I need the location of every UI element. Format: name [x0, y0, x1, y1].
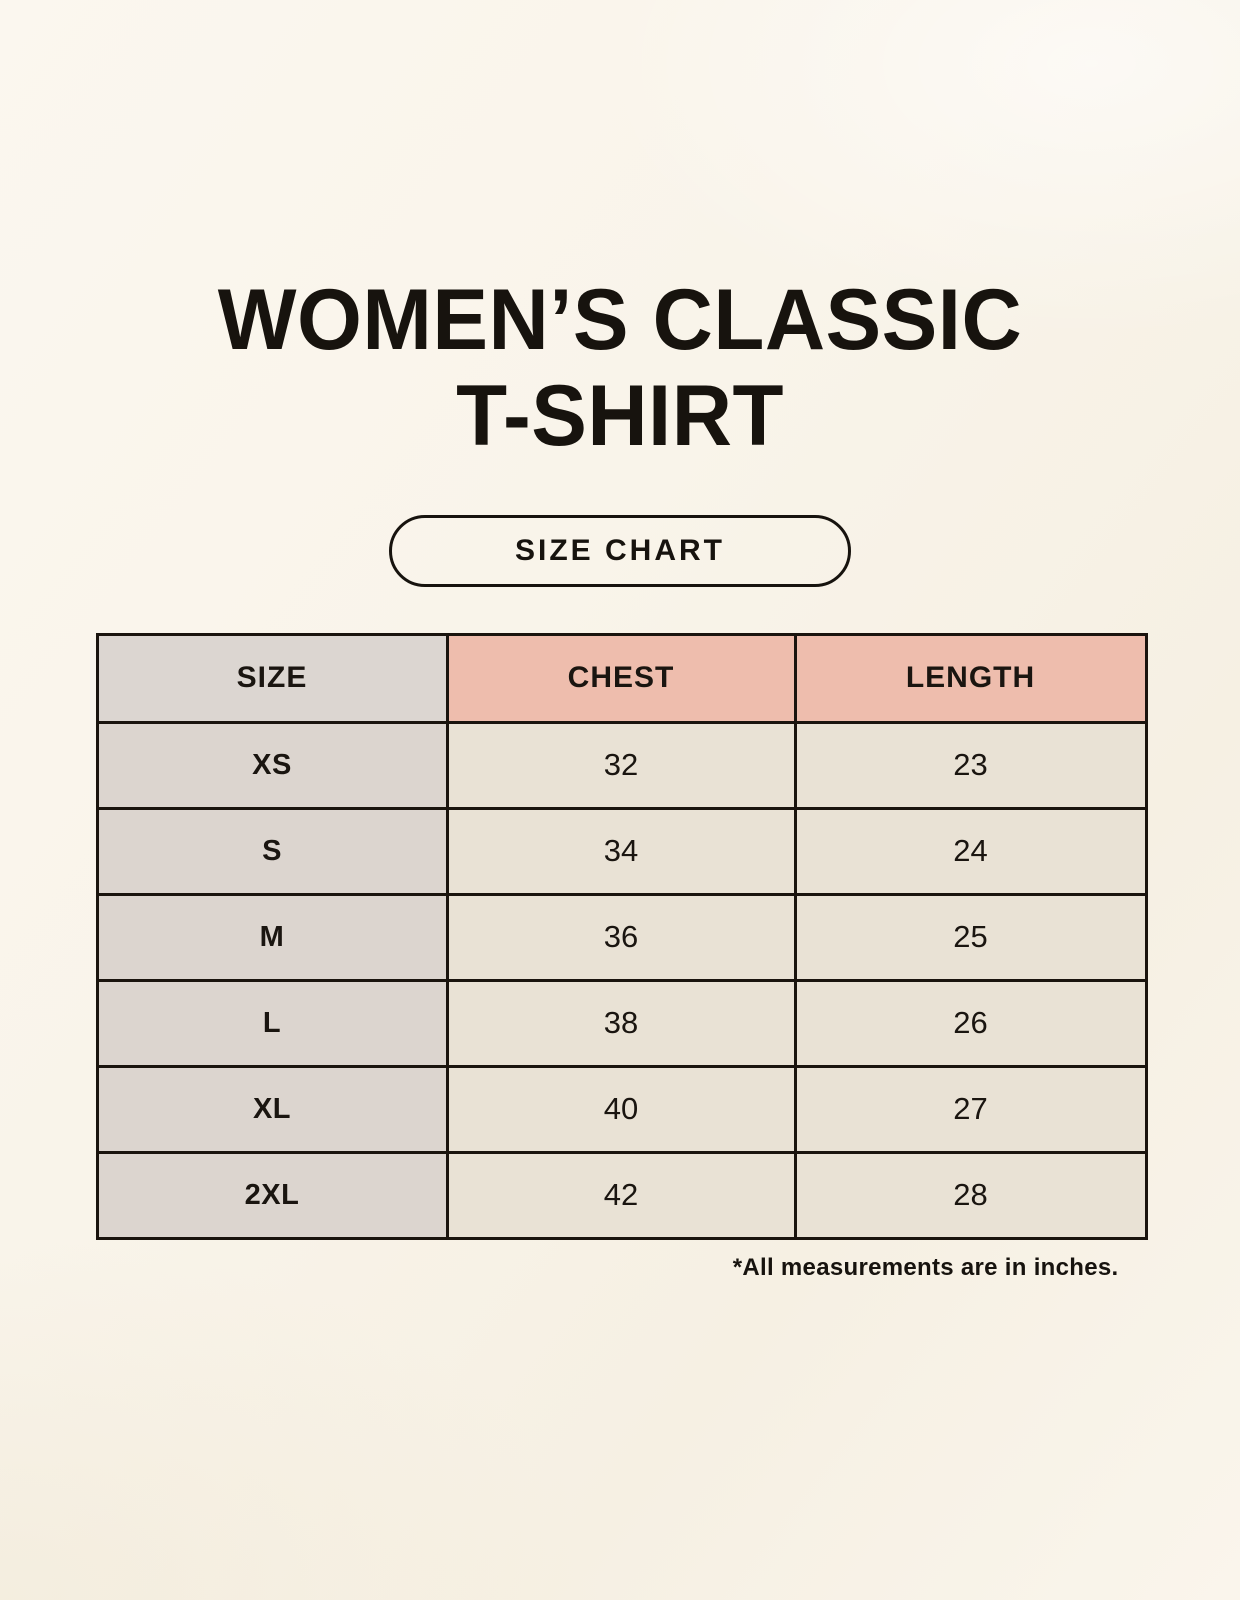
length-cell: 27 — [795, 1066, 1146, 1152]
size-cell: S — [97, 808, 447, 894]
table-row — [97, 808, 1146, 894]
chest-cell: 34 — [447, 808, 795, 894]
chest-cell: 40 — [447, 1066, 795, 1152]
size-chart-table — [96, 633, 1148, 1240]
column-header-size: SIZE — [97, 634, 447, 722]
badge-container — [0, 515, 1240, 587]
size-cell: XL — [97, 1066, 447, 1152]
page-title — [0, 272, 1240, 465]
page-title-line1: WOMEN’S CLASSIC — [217, 272, 1023, 368]
size-cell: XS — [97, 722, 447, 808]
table-row — [97, 980, 1146, 1066]
chest-cell: 32 — [447, 722, 795, 808]
column-header-chest: CHEST — [447, 634, 795, 722]
chest-cell: 42 — [447, 1152, 795, 1238]
size-cell: L — [97, 980, 447, 1066]
measurements-footnote: *All measurements are in inches. — [732, 1253, 1119, 1281]
size-table-container — [96, 633, 1145, 1282]
table-row — [97, 1066, 1146, 1152]
size-cell: 2XL — [97, 1152, 447, 1238]
table-header-row — [97, 634, 1146, 722]
size-cell: M — [97, 894, 447, 980]
length-cell: 25 — [795, 894, 1146, 980]
chest-cell: 36 — [447, 894, 795, 980]
table-row — [97, 722, 1146, 808]
chest-cell: 38 — [447, 980, 795, 1066]
length-cell: 24 — [795, 808, 1146, 894]
column-header-length: LENGTH — [795, 634, 1146, 722]
table-row — [97, 1152, 1146, 1238]
length-cell: 26 — [795, 980, 1146, 1066]
table-row — [97, 894, 1146, 980]
size-chart-badge[interactable]: SIZE CHART — [389, 515, 851, 587]
length-cell: 23 — [795, 722, 1146, 808]
page-title-line2: T-SHIRT — [456, 368, 784, 465]
length-cell: 28 — [795, 1152, 1146, 1238]
